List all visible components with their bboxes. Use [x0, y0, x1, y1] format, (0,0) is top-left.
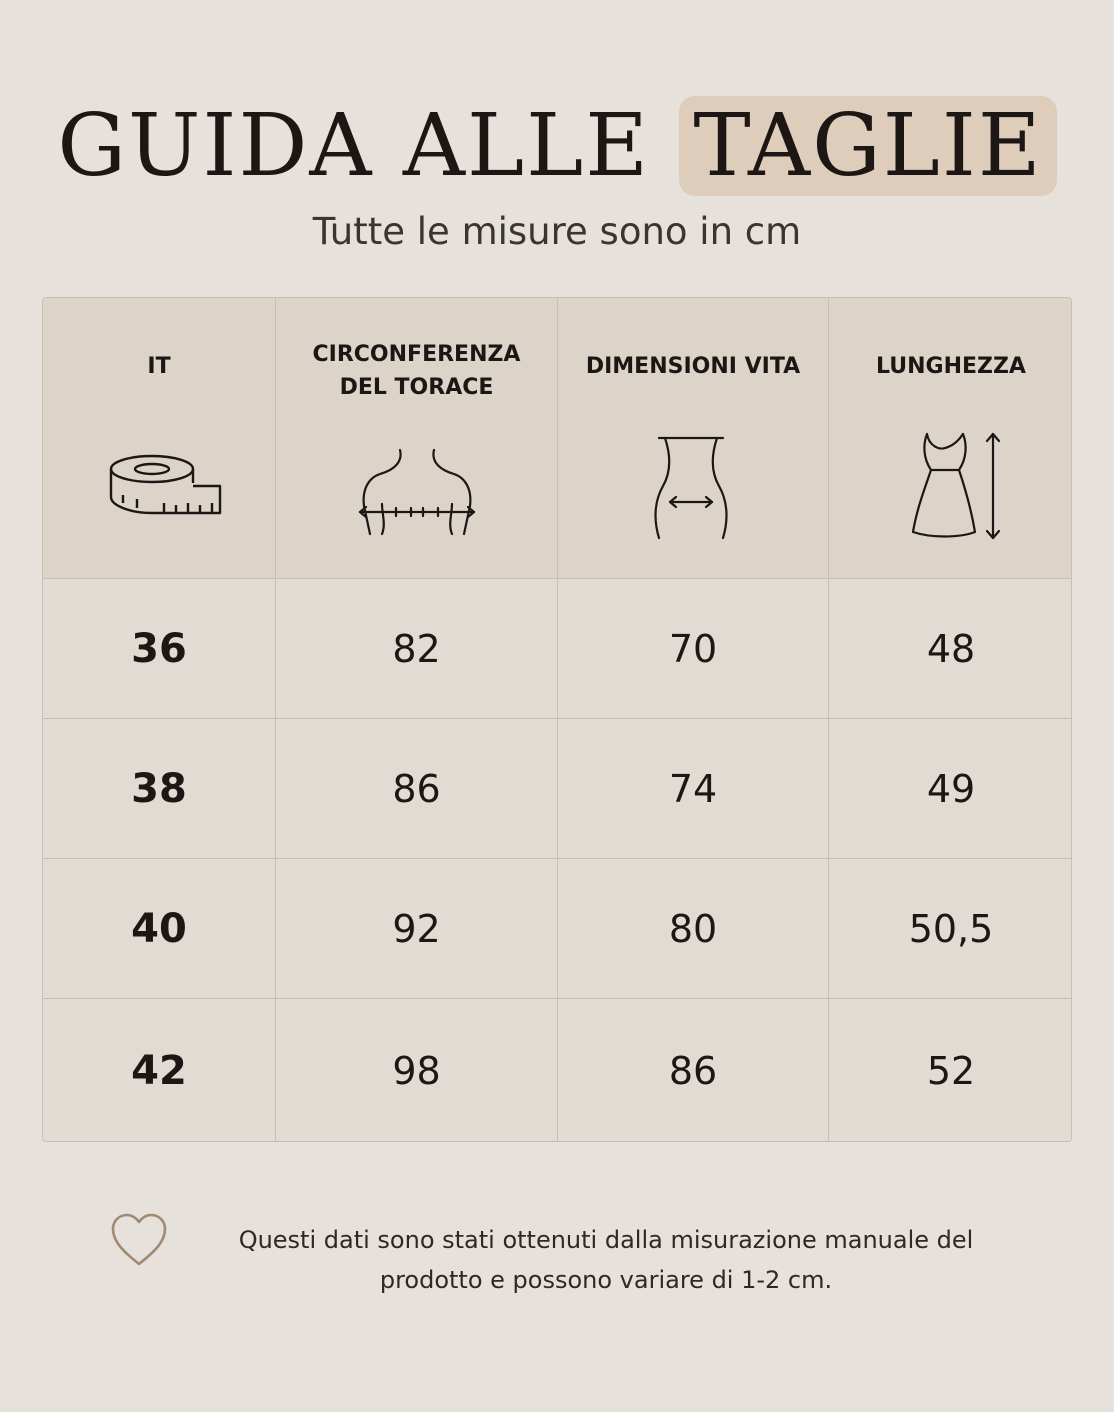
- waist-measure-icon: [653, 434, 729, 542]
- chest-cell: 82: [276, 579, 558, 718]
- header-label: IT: [147, 354, 171, 379]
- size-cell: 36: [43, 579, 276, 718]
- chest-cell: 98: [276, 999, 558, 1142]
- size-cell: 40: [43, 859, 276, 998]
- header-label: CIRCONFERENZA DEL TORACE: [312, 342, 521, 400]
- table-row: [43, 719, 1071, 859]
- length-cell: 49: [926, 766, 976, 811]
- table-row: [43, 999, 1071, 1142]
- table-row: [43, 859, 1071, 999]
- title-main: GUIDA ALLE: [57, 96, 650, 196]
- size-cell: 38: [43, 719, 276, 858]
- header-cell-it: [43, 298, 276, 579]
- header-cell-waist: [558, 298, 829, 579]
- size-cell: 42: [43, 999, 276, 1142]
- dress-length-icon: [909, 430, 1009, 542]
- header-cell-length: [829, 298, 1072, 579]
- title-highlight: TAGLIE: [679, 96, 1056, 196]
- length-cell: 48: [926, 626, 976, 671]
- chest-measure-icon: [356, 446, 478, 540]
- length-cell: 50,5: [908, 906, 994, 951]
- header-label: LUNGHEZZA: [876, 354, 1026, 379]
- size-table: [42, 297, 1072, 1142]
- chest-cell: 92: [276, 859, 558, 998]
- table-row: [43, 579, 1071, 719]
- tape-measure-icon: [109, 453, 223, 519]
- chest-cell: 86: [276, 719, 558, 858]
- waist-cell: 74: [558, 719, 829, 858]
- page-title: [0, 92, 1114, 200]
- page-subtitle: Tutte le misure sono in cm: [312, 210, 802, 253]
- waist-cell: 70: [558, 579, 829, 718]
- footnote-text: Questi dati sono stati ottenuti dalla misurazione manuale del prodotto e possono variare di 1-2 cm.: [238, 1226, 974, 1294]
- table-header: [43, 298, 1071, 579]
- heart-icon: [110, 1212, 168, 1268]
- waist-cell: 86: [558, 999, 829, 1142]
- waist-cell: 80: [558, 859, 829, 998]
- header-cell-chest: [276, 298, 558, 579]
- length-cell: 52: [926, 1048, 976, 1093]
- header-label: DIMENSIONI VITA: [585, 354, 801, 379]
